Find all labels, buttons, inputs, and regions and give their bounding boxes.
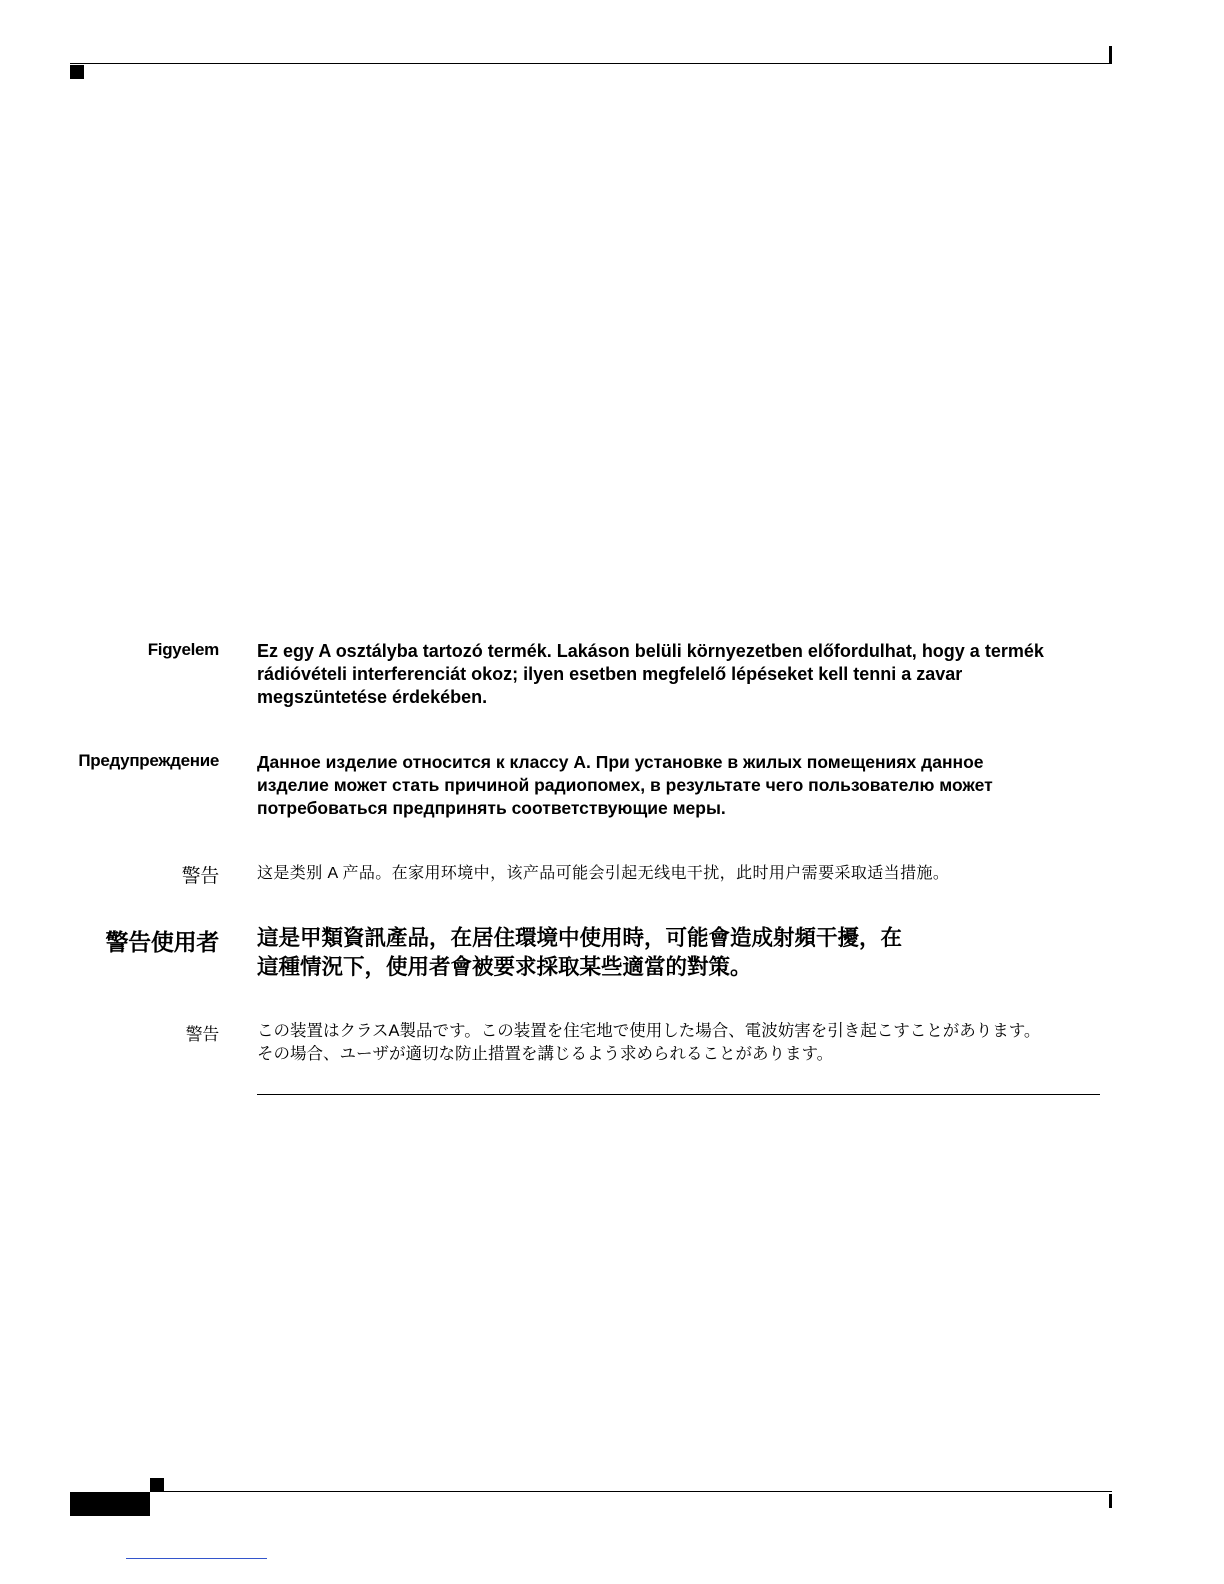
warning-label: Figyelem: [147, 640, 219, 659]
warning-line: потребоваться предпринять соответствующие меры.: [257, 798, 726, 818]
header-marker-square: [70, 65, 84, 79]
footer-link-underline[interactable]: [126, 1558, 267, 1559]
warning-text: [257, 863, 949, 885]
warning-line: 這種情況下，使用者會被要求採取某些適當的對策。: [257, 955, 752, 979]
warning-line: megszüntetése érdekében.: [257, 687, 488, 707]
section-end-rule: [257, 1094, 1100, 1095]
footer-block: [70, 1492, 150, 1516]
warning-label: Предупреждение: [78, 751, 219, 770]
warning-text: [257, 924, 902, 982]
warning-label: 警告: [185, 1025, 219, 1044]
warning-line: その場合、ユーザが適切な防止措置を講じるよう求められることがあります。: [257, 1045, 834, 1063]
warning-label: 警告使用者: [105, 929, 219, 955]
header-rule: [70, 63, 1112, 64]
warning-line: rádióvételi interferenciát okoz; ilyen esetben megfelelő lépéseket kell tenni a zavar: [257, 664, 963, 684]
header-tick: [1109, 46, 1112, 64]
footer-tick: [1109, 1494, 1112, 1508]
footer-marker-square: [150, 1478, 164, 1492]
warning-line: изделие может стать причиной радиопомех, в результате чего пользователю может: [257, 775, 993, 795]
warning-line: 这是类别 A 产品。在家用环境中，该产品可能会引起无线电干扰，此时用户需要采取适当措施。: [257, 865, 950, 882]
warning-line: Данное изделие относится к классу А. При установке в жилых помещениях данное: [257, 752, 984, 772]
warning-text: [257, 751, 993, 820]
warning-line: この装置はクラスA製品です。この装置を住宅地で使用した場合、電波妨害を引き起こすことがあります。: [257, 1022, 1041, 1040]
footer-rule: [150, 1491, 1112, 1492]
warning-label: 警告: [181, 866, 219, 887]
warning-line: Ez egy A osztályba tartozó termék. Lakáson belüli környezetben előfordulhat, hogy a termék: [257, 641, 1044, 661]
warning-text: [257, 640, 1044, 709]
warning-text: [257, 1020, 1040, 1066]
warning-line: 這是甲類資訊產品，在居住環境中使用時，可能會造成射頻干擾，在: [257, 926, 903, 950]
